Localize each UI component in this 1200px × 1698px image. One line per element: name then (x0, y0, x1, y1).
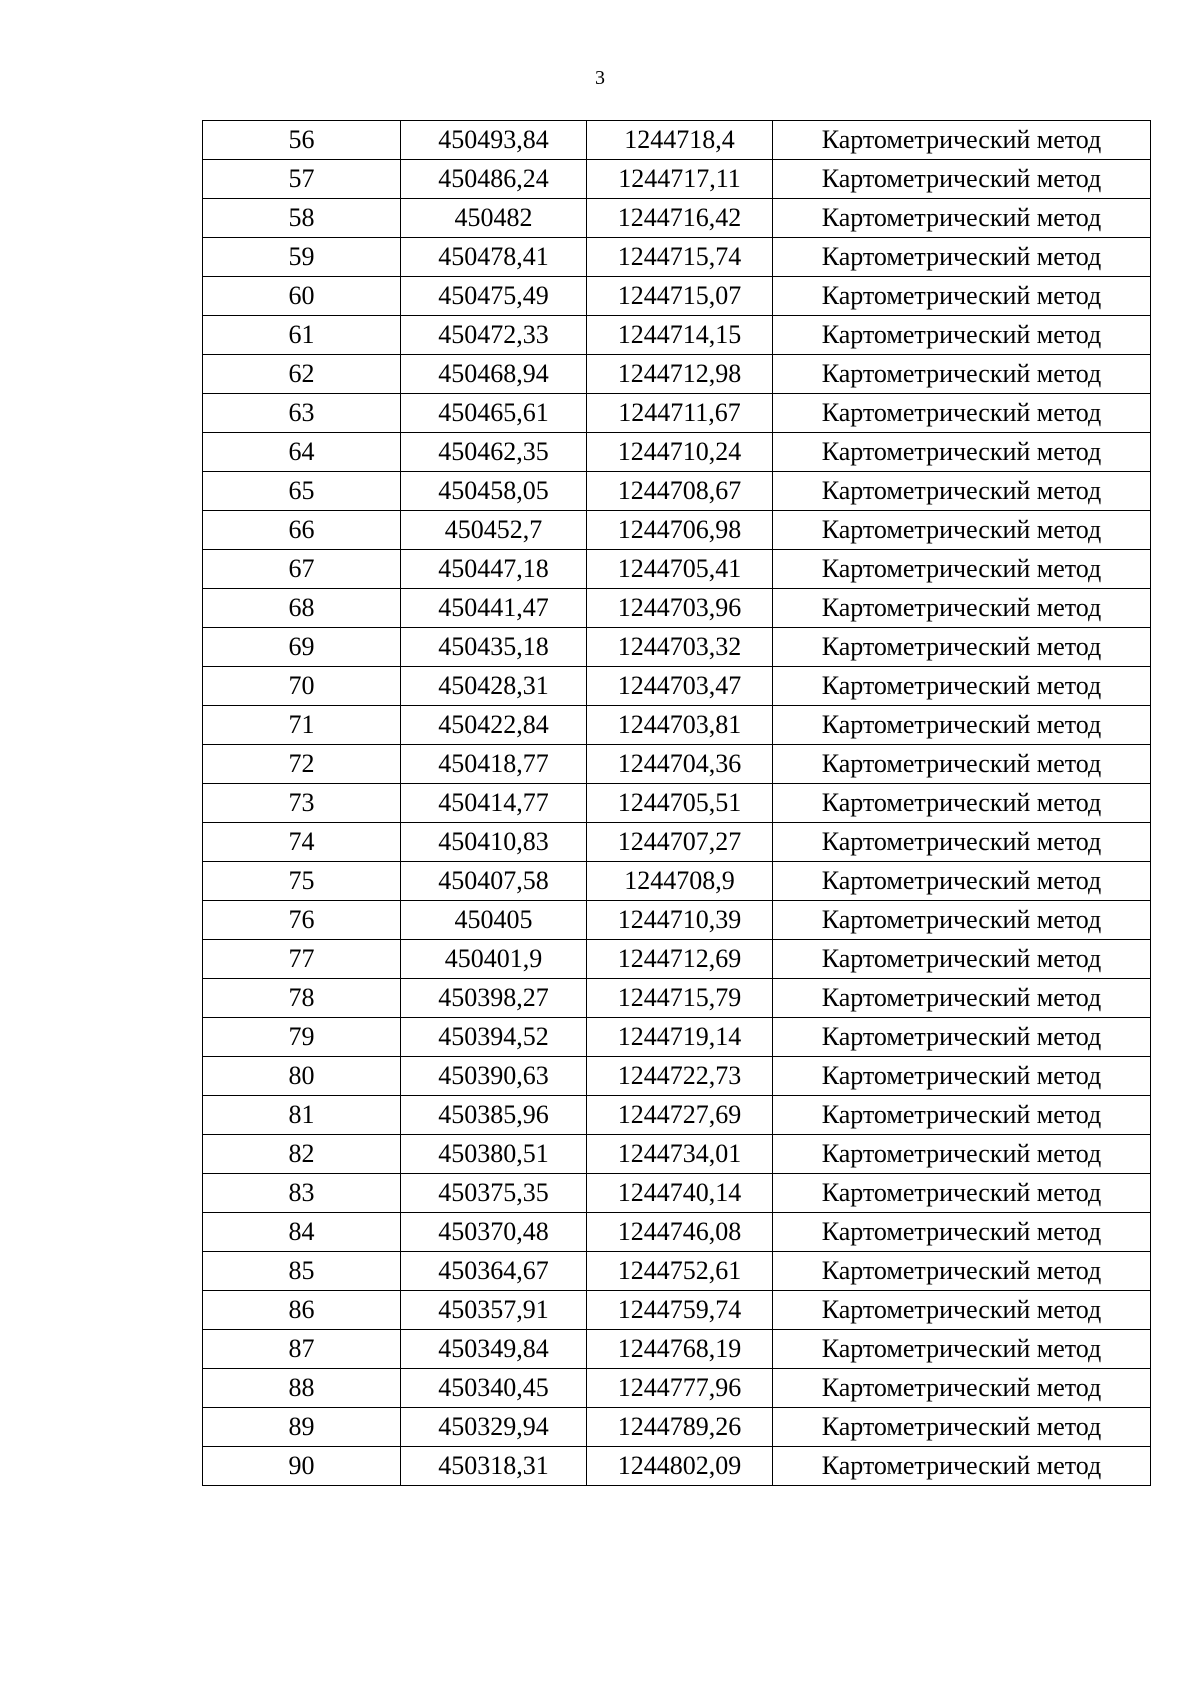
point-number-cell: 73 (203, 784, 401, 823)
x-coordinate-cell: 450390,63 (401, 1057, 587, 1096)
point-number-cell: 90 (203, 1447, 401, 1486)
y-coordinate-cell: 1244768,19 (587, 1330, 773, 1369)
table-row (203, 628, 1151, 667)
x-coordinate-cell: 450435,18 (401, 628, 587, 667)
method-cell: Картометрический метод (773, 628, 1151, 667)
method-cell: Картометрический метод (773, 277, 1151, 316)
point-number-cell: 83 (203, 1174, 401, 1213)
table-row (203, 1447, 1151, 1486)
table-row (203, 1369, 1151, 1408)
method-cell: Картометрический метод (773, 1213, 1151, 1252)
method-cell: Картометрический метод (773, 823, 1151, 862)
y-coordinate-cell: 1244710,24 (587, 433, 773, 472)
y-coordinate-cell: 1244719,14 (587, 1018, 773, 1057)
method-cell: Картометрический метод (773, 979, 1151, 1018)
table-row (203, 745, 1151, 784)
method-cell: Картометрический метод (773, 1291, 1151, 1330)
y-coordinate-cell: 1244708,9 (587, 862, 773, 901)
x-coordinate-cell: 450385,96 (401, 1096, 587, 1135)
coordinates-table-body (203, 121, 1151, 1486)
x-coordinate-cell: 450401,9 (401, 940, 587, 979)
method-cell: Картометрический метод (773, 394, 1151, 433)
method-cell: Картометрический метод (773, 160, 1151, 199)
table-row (203, 316, 1151, 355)
table-row (203, 1135, 1151, 1174)
table-row (203, 823, 1151, 862)
point-number-cell: 85 (203, 1252, 401, 1291)
x-coordinate-cell: 450370,48 (401, 1213, 587, 1252)
table-row (203, 979, 1151, 1018)
x-coordinate-cell: 450452,7 (401, 511, 587, 550)
table-row (203, 1252, 1151, 1291)
method-cell: Картометрический метод (773, 1447, 1151, 1486)
y-coordinate-cell: 1244717,11 (587, 160, 773, 199)
x-coordinate-cell: 450375,35 (401, 1174, 587, 1213)
table-row (203, 1057, 1151, 1096)
table-row (203, 550, 1151, 589)
point-number-cell: 71 (203, 706, 401, 745)
x-coordinate-cell: 450418,77 (401, 745, 587, 784)
y-coordinate-cell: 1244705,41 (587, 550, 773, 589)
y-coordinate-cell: 1244759,74 (587, 1291, 773, 1330)
method-cell: Картометрический метод (773, 901, 1151, 940)
point-number-cell: 61 (203, 316, 401, 355)
x-coordinate-cell: 450394,52 (401, 1018, 587, 1057)
table-row (203, 784, 1151, 823)
x-coordinate-cell: 450493,84 (401, 121, 587, 160)
method-cell: Картометрический метод (773, 1408, 1151, 1447)
point-number-cell: 56 (203, 121, 401, 160)
method-cell: Картометрический метод (773, 1252, 1151, 1291)
y-coordinate-cell: 1244715,74 (587, 238, 773, 277)
y-coordinate-cell: 1244715,79 (587, 979, 773, 1018)
method-cell: Картометрический метод (773, 121, 1151, 160)
y-coordinate-cell: 1244707,27 (587, 823, 773, 862)
point-number-cell: 60 (203, 277, 401, 316)
x-coordinate-cell: 450441,47 (401, 589, 587, 628)
method-cell: Картометрический метод (773, 355, 1151, 394)
y-coordinate-cell: 1244703,96 (587, 589, 773, 628)
method-cell: Картометрический метод (773, 784, 1151, 823)
point-number-cell: 64 (203, 433, 401, 472)
x-coordinate-cell: 450422,84 (401, 706, 587, 745)
x-coordinate-cell: 450462,35 (401, 433, 587, 472)
point-number-cell: 59 (203, 238, 401, 277)
table-row (203, 355, 1151, 394)
method-cell: Картометрический метод (773, 667, 1151, 706)
page-number: 3 (595, 67, 605, 89)
table-row (203, 121, 1151, 160)
y-coordinate-cell: 1244704,36 (587, 745, 773, 784)
method-cell: Картометрический метод (773, 706, 1151, 745)
method-cell: Картометрический метод (773, 1174, 1151, 1213)
table-row (203, 238, 1151, 277)
y-coordinate-cell: 1244722,73 (587, 1057, 773, 1096)
point-number-cell: 70 (203, 667, 401, 706)
table-row (203, 277, 1151, 316)
x-coordinate-cell: 450468,94 (401, 355, 587, 394)
table-row (203, 862, 1151, 901)
y-coordinate-cell: 1244715,07 (587, 277, 773, 316)
method-cell: Картометрический метод (773, 199, 1151, 238)
point-number-cell: 86 (203, 1291, 401, 1330)
method-cell: Картометрический метод (773, 1135, 1151, 1174)
table-row (203, 1096, 1151, 1135)
x-coordinate-cell: 450428,31 (401, 667, 587, 706)
point-number-cell: 74 (203, 823, 401, 862)
method-cell: Картометрический метод (773, 1369, 1151, 1408)
table-row (203, 1330, 1151, 1369)
point-number-cell: 63 (203, 394, 401, 433)
point-number-cell: 65 (203, 472, 401, 511)
point-number-cell: 79 (203, 1018, 401, 1057)
point-number-cell: 82 (203, 1135, 401, 1174)
x-coordinate-cell: 450318,31 (401, 1447, 587, 1486)
x-coordinate-cell: 450486,24 (401, 160, 587, 199)
table-row (203, 472, 1151, 511)
x-coordinate-cell: 450364,67 (401, 1252, 587, 1291)
y-coordinate-cell: 1244711,67 (587, 394, 773, 433)
x-coordinate-cell: 450380,51 (401, 1135, 587, 1174)
method-cell: Картометрический метод (773, 745, 1151, 784)
method-cell: Картометрический метод (773, 1096, 1151, 1135)
point-number-cell: 89 (203, 1408, 401, 1447)
point-number-cell: 62 (203, 355, 401, 394)
table-row (203, 1213, 1151, 1252)
point-number-cell: 68 (203, 589, 401, 628)
x-coordinate-cell: 450472,33 (401, 316, 587, 355)
y-coordinate-cell: 1244802,09 (587, 1447, 773, 1486)
y-coordinate-cell: 1244710,39 (587, 901, 773, 940)
coordinates-table (202, 120, 1151, 1486)
point-number-cell: 69 (203, 628, 401, 667)
point-number-cell: 84 (203, 1213, 401, 1252)
method-cell: Картометрический метод (773, 862, 1151, 901)
point-number-cell: 66 (203, 511, 401, 550)
y-coordinate-cell: 1244746,08 (587, 1213, 773, 1252)
y-coordinate-cell: 1244734,01 (587, 1135, 773, 1174)
method-cell: Картометрический метод (773, 1330, 1151, 1369)
x-coordinate-cell: 450340,45 (401, 1369, 587, 1408)
point-number-cell: 81 (203, 1096, 401, 1135)
table-row (203, 511, 1151, 550)
y-coordinate-cell: 1244740,14 (587, 1174, 773, 1213)
point-number-cell: 57 (203, 160, 401, 199)
y-coordinate-cell: 1244777,96 (587, 1369, 773, 1408)
table-row (203, 589, 1151, 628)
table-row (203, 160, 1151, 199)
table-row (203, 1408, 1151, 1447)
table-row (203, 667, 1151, 706)
point-number-cell: 78 (203, 979, 401, 1018)
point-number-cell: 67 (203, 550, 401, 589)
y-coordinate-cell: 1244714,15 (587, 316, 773, 355)
y-coordinate-cell: 1244705,51 (587, 784, 773, 823)
x-coordinate-cell: 450458,05 (401, 472, 587, 511)
x-coordinate-cell: 450329,94 (401, 1408, 587, 1447)
method-cell: Картометрический метод (773, 472, 1151, 511)
x-coordinate-cell: 450410,83 (401, 823, 587, 862)
point-number-cell: 76 (203, 901, 401, 940)
table-row (203, 706, 1151, 745)
method-cell: Картометрический метод (773, 1018, 1151, 1057)
x-coordinate-cell: 450407,58 (401, 862, 587, 901)
y-coordinate-cell: 1244703,47 (587, 667, 773, 706)
y-coordinate-cell: 1244706,98 (587, 511, 773, 550)
point-number-cell: 72 (203, 745, 401, 784)
method-cell: Картометрический метод (773, 589, 1151, 628)
y-coordinate-cell: 1244712,69 (587, 940, 773, 979)
table-row (203, 1291, 1151, 1330)
y-coordinate-cell: 1244789,26 (587, 1408, 773, 1447)
method-cell: Картометрический метод (773, 940, 1151, 979)
table-row (203, 1174, 1151, 1213)
x-coordinate-cell: 450465,61 (401, 394, 587, 433)
method-cell: Картометрический метод (773, 316, 1151, 355)
y-coordinate-cell: 1244716,42 (587, 199, 773, 238)
table-row (203, 940, 1151, 979)
table-row (203, 199, 1151, 238)
x-coordinate-cell: 450405 (401, 901, 587, 940)
y-coordinate-cell: 1244718,4 (587, 121, 773, 160)
point-number-cell: 58 (203, 199, 401, 238)
method-cell: Картометрический метод (773, 238, 1151, 277)
y-coordinate-cell: 1244703,32 (587, 628, 773, 667)
method-cell: Картометрический метод (773, 433, 1151, 472)
table-row (203, 394, 1151, 433)
x-coordinate-cell: 450447,18 (401, 550, 587, 589)
method-cell: Картометрический метод (773, 1057, 1151, 1096)
y-coordinate-cell: 1244752,61 (587, 1252, 773, 1291)
x-coordinate-cell: 450478,41 (401, 238, 587, 277)
point-number-cell: 77 (203, 940, 401, 979)
table-row (203, 1018, 1151, 1057)
point-number-cell: 87 (203, 1330, 401, 1369)
y-coordinate-cell: 1244727,69 (587, 1096, 773, 1135)
x-coordinate-cell: 450349,84 (401, 1330, 587, 1369)
table-row (203, 901, 1151, 940)
y-coordinate-cell: 1244703,81 (587, 706, 773, 745)
x-coordinate-cell: 450482 (401, 199, 587, 238)
method-cell: Картометрический метод (773, 511, 1151, 550)
point-number-cell: 80 (203, 1057, 401, 1096)
point-number-cell: 75 (203, 862, 401, 901)
point-number-cell: 88 (203, 1369, 401, 1408)
x-coordinate-cell: 450414,77 (401, 784, 587, 823)
method-cell: Картометрический метод (773, 550, 1151, 589)
table-row (203, 433, 1151, 472)
x-coordinate-cell: 450357,91 (401, 1291, 587, 1330)
x-coordinate-cell: 450475,49 (401, 277, 587, 316)
x-coordinate-cell: 450398,27 (401, 979, 587, 1018)
y-coordinate-cell: 1244708,67 (587, 472, 773, 511)
y-coordinate-cell: 1244712,98 (587, 355, 773, 394)
